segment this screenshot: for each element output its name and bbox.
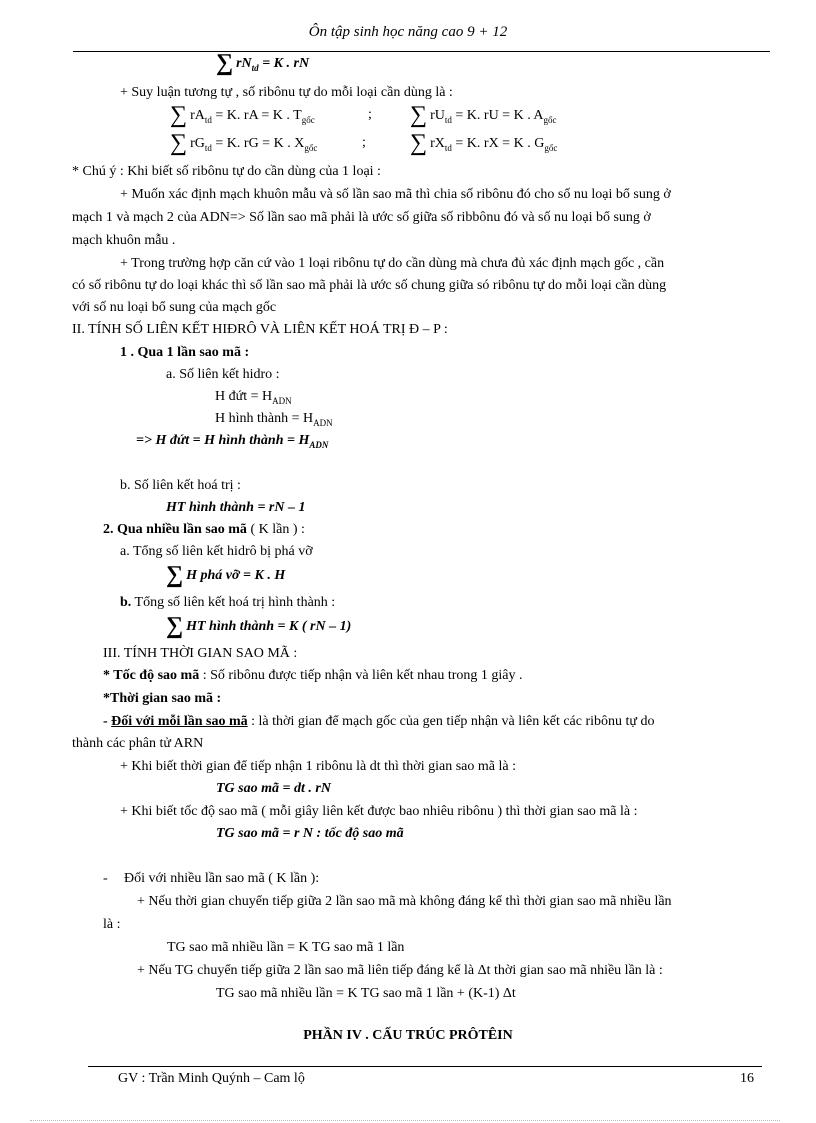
many-p2: + Nếu TG chuyển tiếp giữa 2 lần sao mã liên tiếp đáng kể là Δt thời gian sao mã nhiều lần là : xyxy=(137,963,663,978)
chu-y-p2-line1: + Trong trường hợp căn cứ vào 1 loại ribônu tự do cần dùng mà chưa đủ xác định mạch gốc , cần xyxy=(120,256,665,271)
many-p1-line2: là : xyxy=(103,917,121,932)
separator: ; xyxy=(362,135,366,150)
formula-ra: ∑ $rA_{td} = K$. rA = K . $T_{gốc}$ xyxy=(170,102,315,128)
formula-rntd: ∑ $rN_{td} = K$ . rN xyxy=(216,50,310,76)
dt-formula: TG sao mã = dt . rN xyxy=(216,781,331,796)
chu-y-p1-line2: mạch 1 và mạch 2 của ADN=> Số lần sao mã phải là ước số giữa số ribbônu đó và số nu loại bổ sung ở xyxy=(72,210,651,225)
section-2-1a: a. Số liên kết hidro : xyxy=(166,367,280,382)
many-dash: - xyxy=(103,871,108,886)
dt-line: + Khi biết thời gian để tiếp nhận 1 ribônu là dt thì thời gian sao mã là : xyxy=(120,759,516,774)
footer-rule xyxy=(88,1066,762,1067)
section-3-heading: III. TÍNH THỜI GIAN SAO MÃ : xyxy=(103,646,298,661)
h-conclusion-line: => H đứt = H hình thành = $H_{ADN}$ xyxy=(136,433,329,450)
section-2-2a: a. Tổng số liên kết hidrô bị phá vỡ xyxy=(120,544,313,559)
chu-y-p2-line3: với số nu loại bổ sung của mạch gốc xyxy=(72,300,277,315)
header-title: Ôn tập sinh học năng cao 9 + 12 xyxy=(308,24,508,40)
footer-author: GV : Trần Minh Quýnh – Cam lộ xyxy=(118,1071,305,1086)
section-2-2-heading: 2. Qua nhiều lần sao mã ( K lần ) : xyxy=(103,522,305,537)
section-2-heading: II. TÍNH SỐ LIÊN KẾT HIĐRÔ VÀ LIÊN KẾT HOÁ TRỊ Đ – P : xyxy=(72,322,448,337)
formula-ru: ∑ $rU_{td} = K$. rU = K . $A_{gốc}$ xyxy=(410,102,557,128)
separator: ; xyxy=(368,107,372,122)
doi-voi-moi-lan-line: - Đối với mỗi lần sao mã : là thời gian để mạch gốc của gen tiếp nhận và liên kết các ribônu tự do xyxy=(103,714,655,729)
sum-ht-formula: ∑ HT hình thành = K ( rN – 1) xyxy=(166,613,352,639)
section-2-2b: b. Tổng số liên kết hoá trị hình thành : xyxy=(120,595,336,610)
formula-rx: ∑ $rX_{td} = K$. rX = K . $G_{gốc}$ xyxy=(410,130,558,156)
chu-y-title: * Chú ý : Khi biết số ribônu tự do cần dùng của 1 loại : xyxy=(72,164,381,179)
part-4-heading: PHẦN IV . CẤU TRÚC PRÔTÊIN xyxy=(303,1028,513,1043)
chu-y-p1-line1: + Muốn xác định mạch khuôn mẫu và số lần sao mã thì chia số ribônu đó cho số nu loại bổ sung ở xyxy=(120,187,671,202)
h-dut-line: H đứt = $H_{ADN}$ xyxy=(215,389,292,406)
chu-y-p2-line2: có số ribônu tự do loại khác thì số lần sao mã phải là ước số chung giữa só ribônu tự do mỗi loại cần dùng xyxy=(72,278,667,293)
sum-h-formula: ∑ H phá vỡ = K . H xyxy=(166,562,286,588)
many-formula-1: TG sao mã nhiều lần = K TG sao mã 1 lần xyxy=(167,940,405,955)
thoi-gian-heading: *Thời gian sao mã : xyxy=(103,691,222,706)
chu-y-p1-line3: mạch khuôn mẫu . xyxy=(72,233,176,248)
ht-formula: HT hình thành = rN – 1 xyxy=(166,500,306,515)
header-rule xyxy=(73,51,770,52)
many-formula-2: TG sao mã nhiều lần = K TG sao mã 1 lần + (K-1) Δt xyxy=(216,986,516,1001)
h-hinh-thanh-line: H hình thành = $H_{ADN}$ xyxy=(215,411,333,428)
section-2-1b: b. Số liên kết hoá trị : xyxy=(120,478,241,493)
page-number: 16 xyxy=(740,1071,754,1086)
toc-do-line: * Tốc độ sao mã : Số ribônu được tiếp nhận và liên kết nhau trong 1 giây . xyxy=(103,668,523,683)
page-bottom-dotted-line xyxy=(30,1120,780,1121)
many-p1-line1: + Nếu thời gian chuyển tiếp giữa 2 lần sao mã mà không đáng kể thì thời gian sao mã nhiều lần xyxy=(137,894,672,909)
many-heading: Đối với nhiều lần sao mã ( K lần ): xyxy=(124,871,320,886)
suy-luan-line: + Suy luận tương tự , số ribônu tự do mỗi loại cần dùng là : xyxy=(120,85,453,100)
formula-rg: ∑ $rG_{td} = K$. rG = K . $X_{gốc}$ xyxy=(170,130,318,156)
doi-voi-moi-lan-line2: thành các phân tử ARN xyxy=(72,736,204,751)
speed-line: + Khi biết tốc độ sao mã ( mỗi giây liên kết được bao nhiêu ribônu ) thì thời gian sao mã là : xyxy=(120,804,638,819)
speed-formula: TG sao mã = r N : tốc độ sao mã xyxy=(216,826,404,841)
section-2-1-heading: 1 . Qua 1 lần sao mã : xyxy=(120,345,250,360)
